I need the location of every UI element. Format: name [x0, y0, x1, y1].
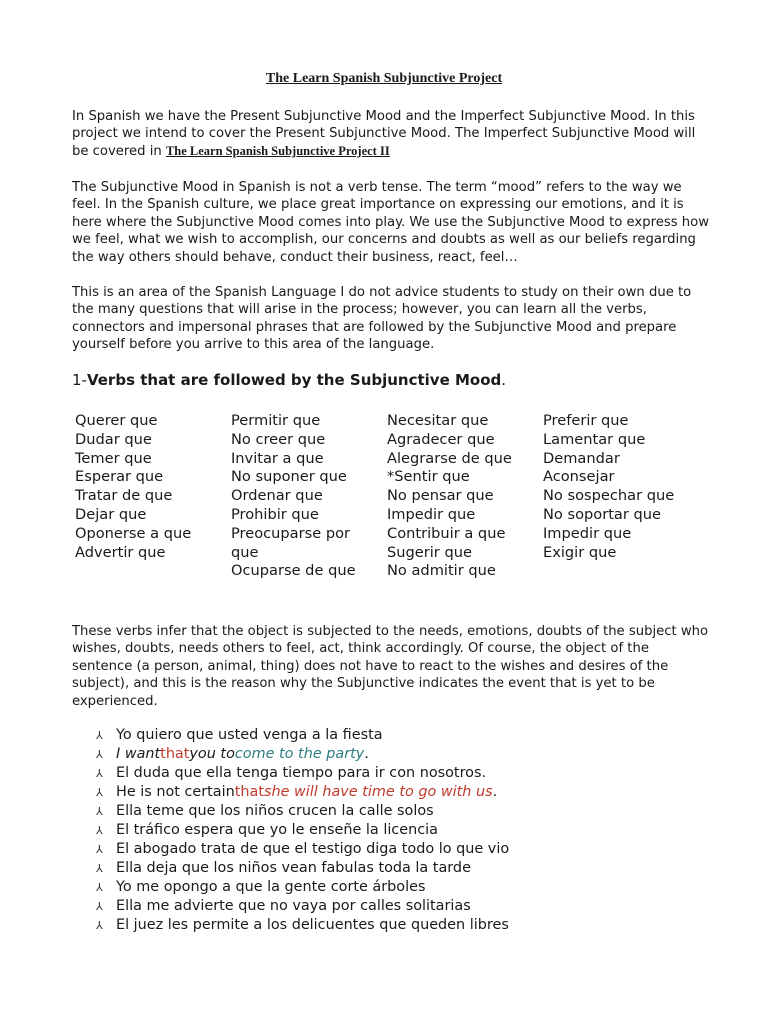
- verb-item: Ordenar que: [231, 487, 323, 505]
- arrow-bullet-icon: ⅄: [96, 767, 103, 780]
- verb-item: Permitir que: [231, 412, 321, 429]
- verb-item: No pensar que: [387, 487, 494, 505]
- arrow-bullet-icon: ⅄: [96, 900, 103, 913]
- list-item: ⅄ He is not certain that she will have time to go with us .: [96, 784, 498, 800]
- verb-item: No soportar que: [543, 505, 662, 523]
- verb-item: Advertir que: [75, 543, 166, 561]
- verbs-column-3: [387, 412, 543, 581]
- verb-item: Demandar: [543, 449, 620, 467]
- verb-item: Oponerse a que: [75, 524, 192, 542]
- arrow-bullet-icon: ⅄: [96, 862, 103, 875]
- arrow-bullet-icon: ⅄: [96, 805, 103, 818]
- verb-item: Exigir que: [543, 543, 617, 561]
- verbs-column-2: [231, 412, 387, 581]
- arrow-bullet-icon: ⅄: [96, 843, 103, 856]
- section-heading: 1-Verbs that are followed by the Subjunctive Mood.: [72, 371, 507, 389]
- arrow-bullet-icon: ⅄: [96, 786, 103, 799]
- list-item: ⅄ Ella deja que los niños vean fabulas toda la tarde: [96, 860, 471, 876]
- verb-item: Lamentar que: [543, 430, 646, 448]
- intro-text: In Spanish we have the Present Subjunctive Mood and the Imperfect Subjunctive Mood. In this project we intend to cover the Present Subjunctive Mood. The Imperfect Subjunctive Mood will be covered in: [72, 109, 696, 159]
- verb-item: Agradecer que: [387, 430, 495, 448]
- verb-item: Dejar que: [75, 505, 147, 523]
- arrow-bullet-icon: ⅄: [96, 729, 103, 742]
- verb-item: Preocuparse por que: [231, 524, 351, 561]
- list-item: ⅄ El abogado trata de que el testigo diga todo lo que vio: [96, 841, 510, 857]
- list-item: ⅄ Yo quiero que usted venga a la fiesta: [96, 727, 383, 743]
- verb-item: Querer que: [75, 412, 158, 429]
- explanation-paragraph: These verbs infer that the object is subjected to the needs, emotions, doubts of the subject who wishes, doubts, needs others to feel, act, think accordingly. Of course, the object of the sentence (a person, animal, thing) does not have to react to the wishes and desires of the subject), and this is the reason why the Subjunctive indicates the event that is yet to be experienced.: [72, 624, 709, 709]
- verb-item: Ocuparse de que: [231, 562, 356, 580]
- verb-item: Impedir que: [387, 505, 476, 523]
- verb-item: No sospechar que: [543, 487, 675, 505]
- verb-item: No admitir que: [387, 562, 496, 580]
- list-item: ⅄ Ella teme que los niños crucen la calle solos: [96, 803, 434, 819]
- verb-item: Alegrarse de que: [387, 449, 512, 467]
- verb-item: Impedir que: [543, 524, 632, 542]
- arrow-bullet-icon: ⅄: [96, 824, 103, 837]
- verb-item: Sugerir que: [387, 543, 472, 561]
- list-item: ⅄ El duda que ella tenga tiempo para ir con nosotros.: [96, 765, 487, 781]
- verbs-table: [75, 412, 715, 581]
- verb-item: Invitar a que: [231, 449, 324, 467]
- verb-item: Aconsejar: [543, 468, 615, 486]
- verb-item: Prohibir que: [231, 505, 319, 523]
- mood-paragraph: The Subjunctive Mood in Spanish is not a verb tense. The term “mood” refers to the way we feel. In the Spanish culture, we place great importance on expressing our emotions, and it is here where the Subjunctive Mood comes into play. We use the Subjunctive Mood to express how we feel, what we wish to accomplish, our concerns and doubts as well as our beliefs regarding the way others should behave, conduct their business, react, feel…: [72, 180, 709, 265]
- verb-item: *Sentir que: [387, 468, 470, 486]
- list-item: ⅄ El tráfico espera que yo le enseñe la licencia: [96, 822, 438, 838]
- arrow-bullet-icon: ⅄: [96, 748, 103, 761]
- intro-paragraph: [72, 108, 712, 160]
- verb-item: Esperar que: [75, 468, 164, 486]
- advice-paragraph: This is an area of the Spanish Language I do not advice students to study on their own due to the many questions that will arise in the process; however, you can learn all the verbs, connectors and impersonal phrases that are followed by the Subjunctive Mood and prepare yourself before you arrive to this area of the language.: [72, 285, 692, 353]
- list-item: ⅄ El juez les permite a los delicuentes que queden libres: [96, 917, 509, 933]
- document-title: The Learn Spanish Subjunctive Project: [265, 71, 503, 86]
- verbs-column-4: [543, 412, 699, 581]
- examples-list: [96, 726, 509, 935]
- verbs-column-1: [75, 412, 231, 581]
- verb-item: No creer que: [231, 430, 326, 448]
- verb-item: Necesitar que: [387, 412, 489, 429]
- verb-item: Dudar que: [75, 430, 152, 448]
- list-item: ⅄ Ella me advierte que no vaya por calles solitarias: [96, 898, 471, 914]
- verb-item: No suponer que: [231, 468, 347, 486]
- verb-item: Temer que: [75, 449, 152, 467]
- verb-item: Preferir que: [543, 412, 629, 429]
- verb-item: Contribuir a que: [387, 524, 506, 542]
- arrow-bullet-icon: ⅄: [96, 881, 103, 894]
- list-item: ⅄ I want that you to come to the party .: [96, 746, 369, 762]
- arrow-bullet-icon: ⅄: [96, 919, 103, 932]
- verb-item: Tratar de que: [75, 487, 173, 505]
- list-item: ⅄ Yo me opongo a que la gente corte árboles: [96, 879, 426, 895]
- project-ii-link[interactable]: The Learn Spanish Subjunctive Project II: [165, 143, 390, 158]
